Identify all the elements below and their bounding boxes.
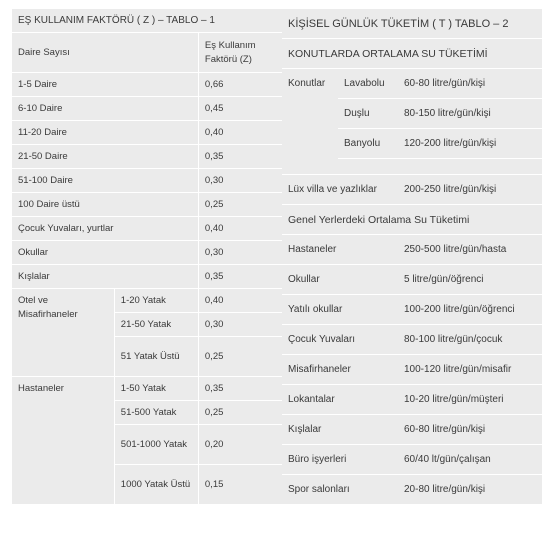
table2-section-housing: KONUTLARDA ORTALAMA SU TÜKETİMİ xyxy=(282,39,542,69)
row-value: 60-80 litre/gün/kişi xyxy=(398,415,542,445)
table1-title: EŞ KULLANIM FAKTÖRÜ ( Z ) – TABLO – 1 xyxy=(12,9,282,33)
row-value: 100-200 litre/gün/öğrenci xyxy=(398,295,542,325)
row-value: 0,66 xyxy=(198,73,282,97)
table-row xyxy=(282,475,542,505)
table-row xyxy=(282,445,542,475)
row-value: 0,30 xyxy=(198,169,282,193)
row-value: 120-200 litre/gün/kişi xyxy=(398,129,542,159)
row-value: 0,25 xyxy=(198,337,282,377)
row-sub-label: 51 Yatak Üstü xyxy=(114,337,198,377)
table2-title: KİŞİSEL GÜNLÜK TÜKETİM ( T ) TABLO – 2 xyxy=(282,9,542,39)
row-sub-label: 51-500 Yatak xyxy=(114,401,198,425)
row-value: 80-100 litre/gün/çocuk xyxy=(398,325,542,355)
row-label: Çocuk Yuvaları xyxy=(282,325,398,355)
row-label: Büro işyerleri xyxy=(282,445,398,475)
row-sub-label: Banyolu xyxy=(338,129,398,159)
row-value: 100-120 litre/gün/misafir xyxy=(398,355,542,385)
table-row xyxy=(282,175,542,205)
housing-group-label: Konutlar xyxy=(282,69,338,175)
row-value: 0,30 xyxy=(198,313,282,337)
row-value: 0,35 xyxy=(198,377,282,401)
row-label: 100 Daire üstü xyxy=(12,193,198,217)
table1-header-apartments: Daire Sayısı xyxy=(12,33,198,73)
row-label: Okullar xyxy=(282,265,398,295)
row-sub-label: 1000 Yatak Üstü xyxy=(114,465,198,505)
row-value: 10-20 litre/gün/müşteri xyxy=(398,385,542,415)
table-row xyxy=(12,265,282,289)
row-value: 0,15 xyxy=(198,465,282,505)
table-row xyxy=(12,169,282,193)
row-sub-label: 1-20 Yatak xyxy=(114,289,198,313)
daily-consumption-table xyxy=(282,8,542,505)
row-label: 1-5 Daire xyxy=(12,73,198,97)
row-label: Lüx villa ve yazlıklar xyxy=(282,175,398,205)
table-row xyxy=(12,145,282,169)
table-row xyxy=(282,385,542,415)
table-row xyxy=(12,193,282,217)
row-value: 0,20 xyxy=(198,425,282,465)
row-sub-label: Duşlu xyxy=(338,99,398,129)
row-label: Spor salonları xyxy=(282,475,398,505)
table2-section-general: Genel Yerlerdeki Ortalama Su Tüketimi xyxy=(282,205,542,235)
table-row xyxy=(282,355,542,385)
row-sub-label: 21-50 Yatak xyxy=(114,313,198,337)
table-row xyxy=(282,325,542,355)
row-value: 0,40 xyxy=(198,217,282,241)
row-label: Okullar xyxy=(12,241,198,265)
row-label: 6-10 Daire xyxy=(12,97,198,121)
row-value: 5 litre/gün/öğrenci xyxy=(398,265,542,295)
row-sub-label: Lavabolu xyxy=(338,69,398,99)
row-value: 20-80 litre/gün/kişi xyxy=(398,475,542,505)
table-row xyxy=(12,121,282,145)
row-value: 0,35 xyxy=(198,265,282,289)
table-row xyxy=(282,235,542,265)
row-value: 80-150 litre/gün/kişi xyxy=(398,99,542,129)
table-row xyxy=(12,289,282,313)
row-value: 0,40 xyxy=(198,289,282,313)
row-value: 60/40 lt/gün/çalışan xyxy=(398,445,542,475)
row-label: 21-50 Daire xyxy=(12,145,198,169)
row-value: 0,25 xyxy=(198,401,282,425)
table-row xyxy=(282,295,542,325)
row-label: Kışlalar xyxy=(12,265,198,289)
table-row xyxy=(282,265,542,295)
table-row xyxy=(12,73,282,97)
row-label: Çocuk Yuvaları, yurtlar xyxy=(12,217,198,241)
row-label: 51-100 Daire xyxy=(12,169,198,193)
row-label: 11-20 Daire xyxy=(12,121,198,145)
row-sub-label: 1-50 Yatak xyxy=(114,377,198,401)
hotel-group-label: Otel ve Misafirhaneler xyxy=(12,289,114,377)
table-row xyxy=(12,377,282,401)
row-label: Lokantalar xyxy=(282,385,398,415)
row-sub-label: 501-1000 Yatak xyxy=(114,425,198,465)
table-row xyxy=(282,415,542,445)
table1-header-factor: Eş Kullanım Faktörü (Z) xyxy=(198,33,282,73)
table-row xyxy=(12,97,282,121)
row-value: 250-500 litre/gün/hasta xyxy=(398,235,542,265)
table-row xyxy=(12,241,282,265)
row-value: 200-250 litre/gün/kişi xyxy=(398,175,542,205)
row-label: Misafirhaneler xyxy=(282,355,398,385)
row-label: Yatılı okullar xyxy=(282,295,398,325)
row-value: 0,45 xyxy=(198,97,282,121)
row-value: 0,40 xyxy=(198,121,282,145)
row-value: 0,25 xyxy=(198,193,282,217)
row-value: 0,35 xyxy=(198,145,282,169)
row-value: 60-80 litre/gün/kişi xyxy=(398,69,542,99)
row-value: 0,30 xyxy=(198,241,282,265)
hospital-group-label: Hastaneler xyxy=(12,377,114,505)
usage-factor-table xyxy=(12,8,282,505)
table-row xyxy=(282,69,542,99)
row-label: Hastaneler xyxy=(282,235,398,265)
table-row xyxy=(12,217,282,241)
row-label: Kışlalar xyxy=(282,415,398,445)
